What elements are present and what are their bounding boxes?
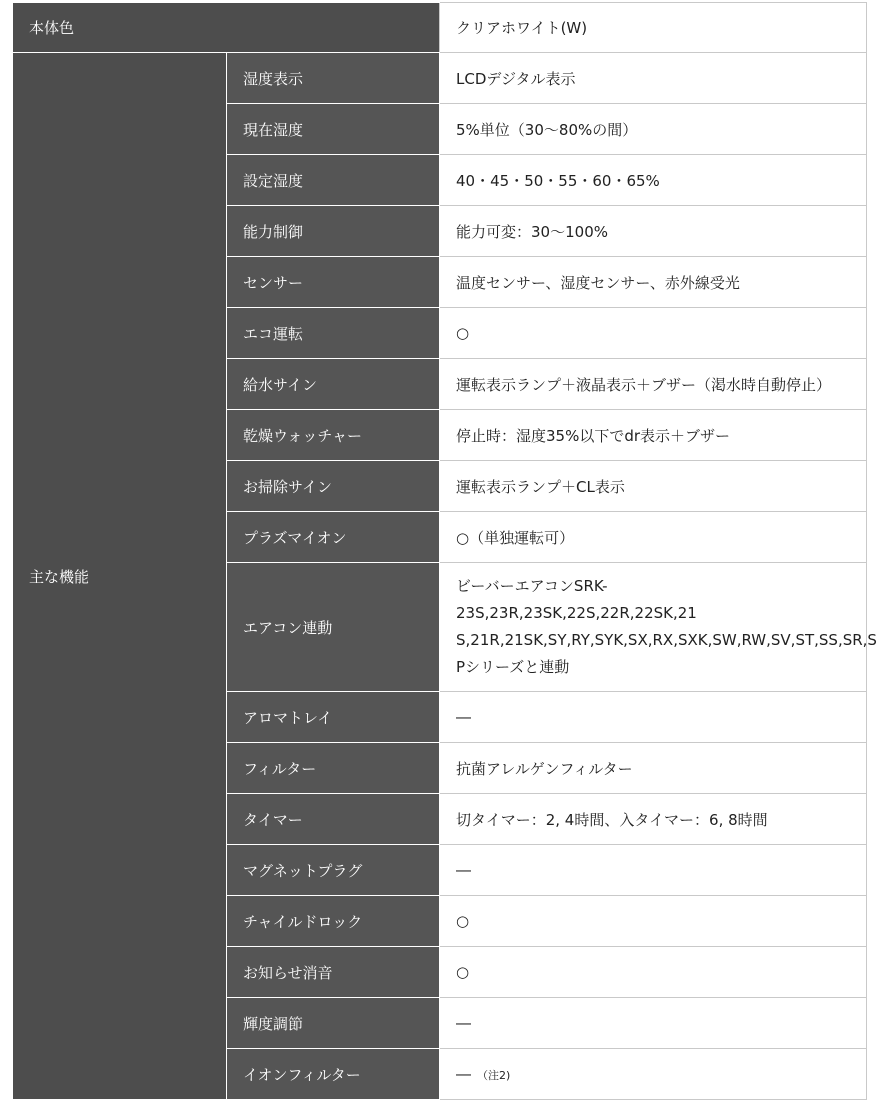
row-label: 能力制御 xyxy=(227,206,440,257)
row-value: ― xyxy=(440,845,867,896)
row-value: ○ xyxy=(440,308,867,359)
row-value: 40・45・50・55・60・65% xyxy=(440,155,867,206)
row-label: 設定湿度 xyxy=(227,155,440,206)
row-value: 運転表示ランプ＋液晶表示＋ブザー（渇水時自動停止） xyxy=(440,359,867,410)
row-value: 能力可変：30〜100% xyxy=(440,206,867,257)
row-value: ○（単独運転可） xyxy=(440,512,867,563)
row-value: 5%単位（30〜80%の間） xyxy=(440,104,867,155)
row-label: 現在湿度 xyxy=(227,104,440,155)
row-label: タイマー xyxy=(227,794,440,845)
footnote-ref: （注2) xyxy=(477,1069,511,1082)
value-line: Pシリーズと連動 xyxy=(456,658,570,676)
value-line: S,21R,21SK,SY,RY,SYK,SX,RX,SXK,SW,RW,SV,ST,SS,SR,S xyxy=(456,631,877,649)
spec-table xyxy=(12,2,877,1100)
row-value: LCDデジタル表示 xyxy=(440,53,867,104)
body-color-label: 本体色 xyxy=(13,3,440,53)
row-value: 停止時：湿度35%以下でdr表示＋ブザー xyxy=(440,410,867,461)
row-value: ○ xyxy=(440,947,867,998)
row-label: イオンフィルター xyxy=(227,1049,440,1100)
row-label: お知らせ消音 xyxy=(227,947,440,998)
value-line: ビーバーエアコンSRK- 23S,23R,23SK,22S,22R,22SK,21 xyxy=(456,577,697,622)
row-label: 乾燥ウォッチャー xyxy=(227,410,440,461)
row-value: 抗菌アレルゲンフィルター xyxy=(440,743,867,794)
row-label: 給水サイン xyxy=(227,359,440,410)
row-label: 湿度表示 xyxy=(227,53,440,104)
row-label: 輝度調節 xyxy=(227,998,440,1049)
body-color-value: クリアホワイト(W) xyxy=(440,3,867,53)
row-value-with-note xyxy=(440,1049,867,1100)
row-value: ○ xyxy=(440,896,867,947)
row-label: マグネットプラグ xyxy=(227,845,440,896)
row-label: フィルター xyxy=(227,743,440,794)
features-group-label: 主な機能 xyxy=(13,53,227,1100)
row-value: 温度センサー、湿度センサー、赤外線受光 xyxy=(440,257,867,308)
row-label: お掃除サイン xyxy=(227,461,440,512)
row-value: ― xyxy=(456,1065,472,1083)
table-row xyxy=(13,53,867,104)
row-label: エアコン連動 xyxy=(227,563,440,692)
row-value: 切タイマー：2, 4時間、入タイマー：6, 8時間 xyxy=(440,794,867,845)
row-label: プラズマイオン xyxy=(227,512,440,563)
row-value-multiline xyxy=(440,563,877,692)
row-value: ― xyxy=(440,692,867,743)
row-value: ― xyxy=(440,998,867,1049)
row-label: センサー xyxy=(227,257,440,308)
row-value: 運転表示ランプ＋CL表示 xyxy=(440,461,867,512)
row-label: エコ運転 xyxy=(227,308,440,359)
row-label: アロマトレイ xyxy=(227,692,440,743)
row-label: チャイルドロック xyxy=(227,896,440,947)
table-row-body-color xyxy=(13,3,867,53)
